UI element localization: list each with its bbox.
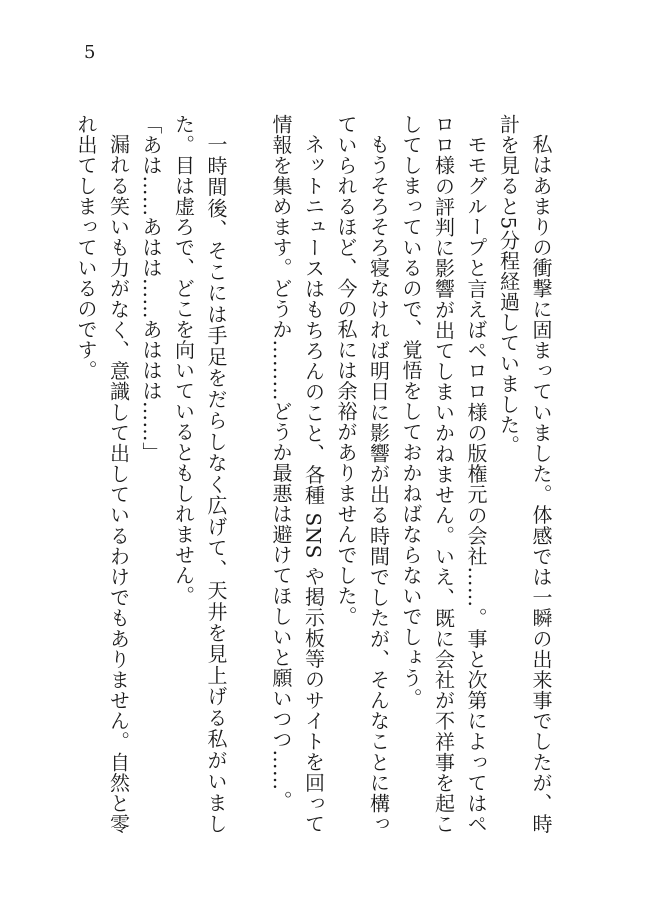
page-number: 5 — [84, 42, 96, 63]
paragraph: ネットニュースはもちろんのこと、各種 SNS や掲示板等のサイトを回って情報を集めます。どうか………どうか最悪は避けてほしいと願いつつ……。 — [269, 114, 326, 834]
paragraph: もうそろそろ寝なければ明日に影響が出る時間でしたが、そんなことに構っていられるほど、今の私には余裕がありませんでした。 — [334, 114, 391, 834]
paragraph: 漏れる笑いも力がなく、意識して出しているわけでもありません。自然と零れ出てしまっているのです。 — [74, 114, 131, 834]
blank-line — [232, 114, 265, 834]
vertical-text-body — [57, 114, 557, 834]
paragraph: モモグループと言えばペロロ様の版権元の会社……。事と次第によってはペロロ様の評判に影響が出てしまいかねません。いえ、既に会社が不祥事を起こしてしまっているので、覚悟をしておかねばならないでしょう。 — [399, 114, 488, 834]
paragraph: 一時間後、そこには手足をだらしなく広げて、天井を見上げる私がいました。目は虚ろで、どこを向いているともしれません。 — [171, 114, 228, 834]
dialogue-line: 「あは……あはは……あははは……」 — [139, 114, 163, 463]
paragraph: 私はあまりの衝撃に固まっていました。体感では一瞬の出来事でしたが、時計を見ると5分程経過していました。 — [496, 114, 553, 834]
